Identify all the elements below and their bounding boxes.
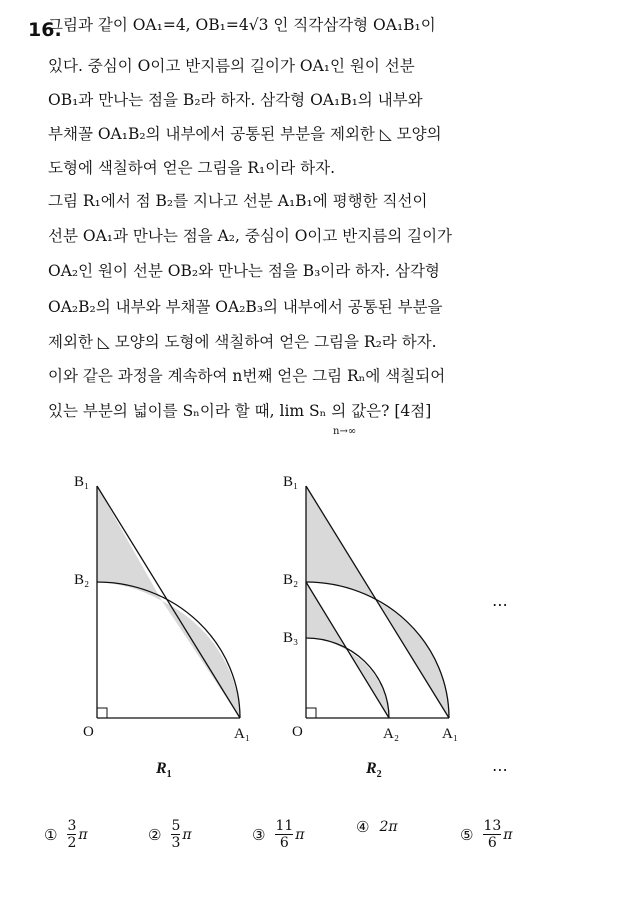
choice-number: ②: [148, 825, 162, 844]
limit-subscript: n→∞: [333, 426, 357, 437]
question-line: OB₁과 만나는 점을 B₂라 하자. 삼각형 OA₁B₁의 내부와: [48, 91, 423, 109]
question-line: 도형에 색칠하여 얻은 그림을 R₁이라 하자.: [48, 159, 336, 177]
caption-r2: $R_2$: [366, 760, 382, 781]
choice-suffix: π: [503, 826, 513, 843]
question-line: 제외한 ◺ 모양의 도형에 색칠하여 얻은 그림을 R₂라 하자.: [48, 333, 437, 351]
point-label-b3: B₃: [283, 630, 299, 646]
choice-suffix: π: [78, 826, 88, 843]
choice-fraction: $\frac{13}{6}$: [483, 818, 502, 851]
question-line: 있다. 중심이 O이고 반지름의 길이가 OA₁인 원이 선분: [48, 57, 415, 75]
choice-number: ④: [356, 818, 370, 836]
point-label-a1: A₁: [234, 726, 251, 742]
question-line: OA₂B₂의 내부와 부채꼴 OA₂B₃의 내부에서 공통된 부분을: [48, 298, 443, 316]
choice-suffix: π: [295, 826, 305, 843]
choice-5[interactable]: [460, 818, 512, 851]
choice-3[interactable]: [252, 818, 304, 851]
choice-2[interactable]: [148, 818, 192, 851]
choice-fraction: $\frac{5}{3}$: [171, 818, 181, 851]
question-line: 있는 부분의 넓이를 Sₙ이라 할 때, lim Sₙ 의 값은? [4점]: [48, 402, 432, 420]
question-line: 그림과 같이 OA₁=4, OB₁=4√3 인 직각삼각형 OA₁B₁이: [48, 16, 436, 34]
point-label-a2: A₂: [383, 726, 400, 742]
question-number: 16.: [28, 19, 62, 41]
question-line: 이와 같은 과정을 계속하여 n번째 얻은 그림 Rₙ에 색칠되어: [48, 367, 446, 385]
point-label-b1: B₁: [74, 474, 90, 490]
question-line: 부채꼴 OA₁B₂의 내부에서 공통된 부분을 제외한 ◺ 모양의: [48, 125, 442, 143]
choice-number: ③: [252, 825, 266, 844]
choice-number: ⑤: [460, 825, 474, 844]
point-label-a1: A₁: [442, 726, 459, 742]
choice-4[interactable]: [356, 818, 398, 836]
choice-suffix: π: [182, 826, 192, 843]
choice-fraction: $\frac{3}{2}$: [67, 818, 77, 851]
ellipsis-caption: ⋯: [492, 760, 509, 779]
choice-1[interactable]: [44, 818, 88, 851]
answer-choices: [44, 818, 604, 858]
ellipsis-figure: ⋯: [492, 595, 509, 614]
question-line: OA₂인 원이 선분 OB₂와 만나는 점을 B₃이라 하자. 삼각형: [48, 262, 440, 280]
point-label-b1: B₁: [283, 474, 299, 490]
question-line: 그림 R₁에서 점 B₂를 지나고 선분 A₁B₁에 평행한 직선이: [48, 192, 428, 210]
point-label-b2: B₂: [74, 572, 90, 588]
choice-fraction: $\frac{11}{6}$: [275, 818, 294, 851]
caption-r1: $R_1$: [156, 760, 172, 781]
point-label-b2: B₂: [283, 572, 299, 588]
choice-number: ①: [44, 825, 58, 844]
figure-labels: [0, 460, 628, 790]
question-line: 선분 OA₁과 만나는 점을 A₂, 중심이 O이고 반지름의 길이가: [48, 227, 453, 245]
choice-suffix: 2π: [379, 819, 398, 835]
point-label-o: O: [292, 724, 303, 740]
point-label-o: O: [83, 724, 94, 740]
